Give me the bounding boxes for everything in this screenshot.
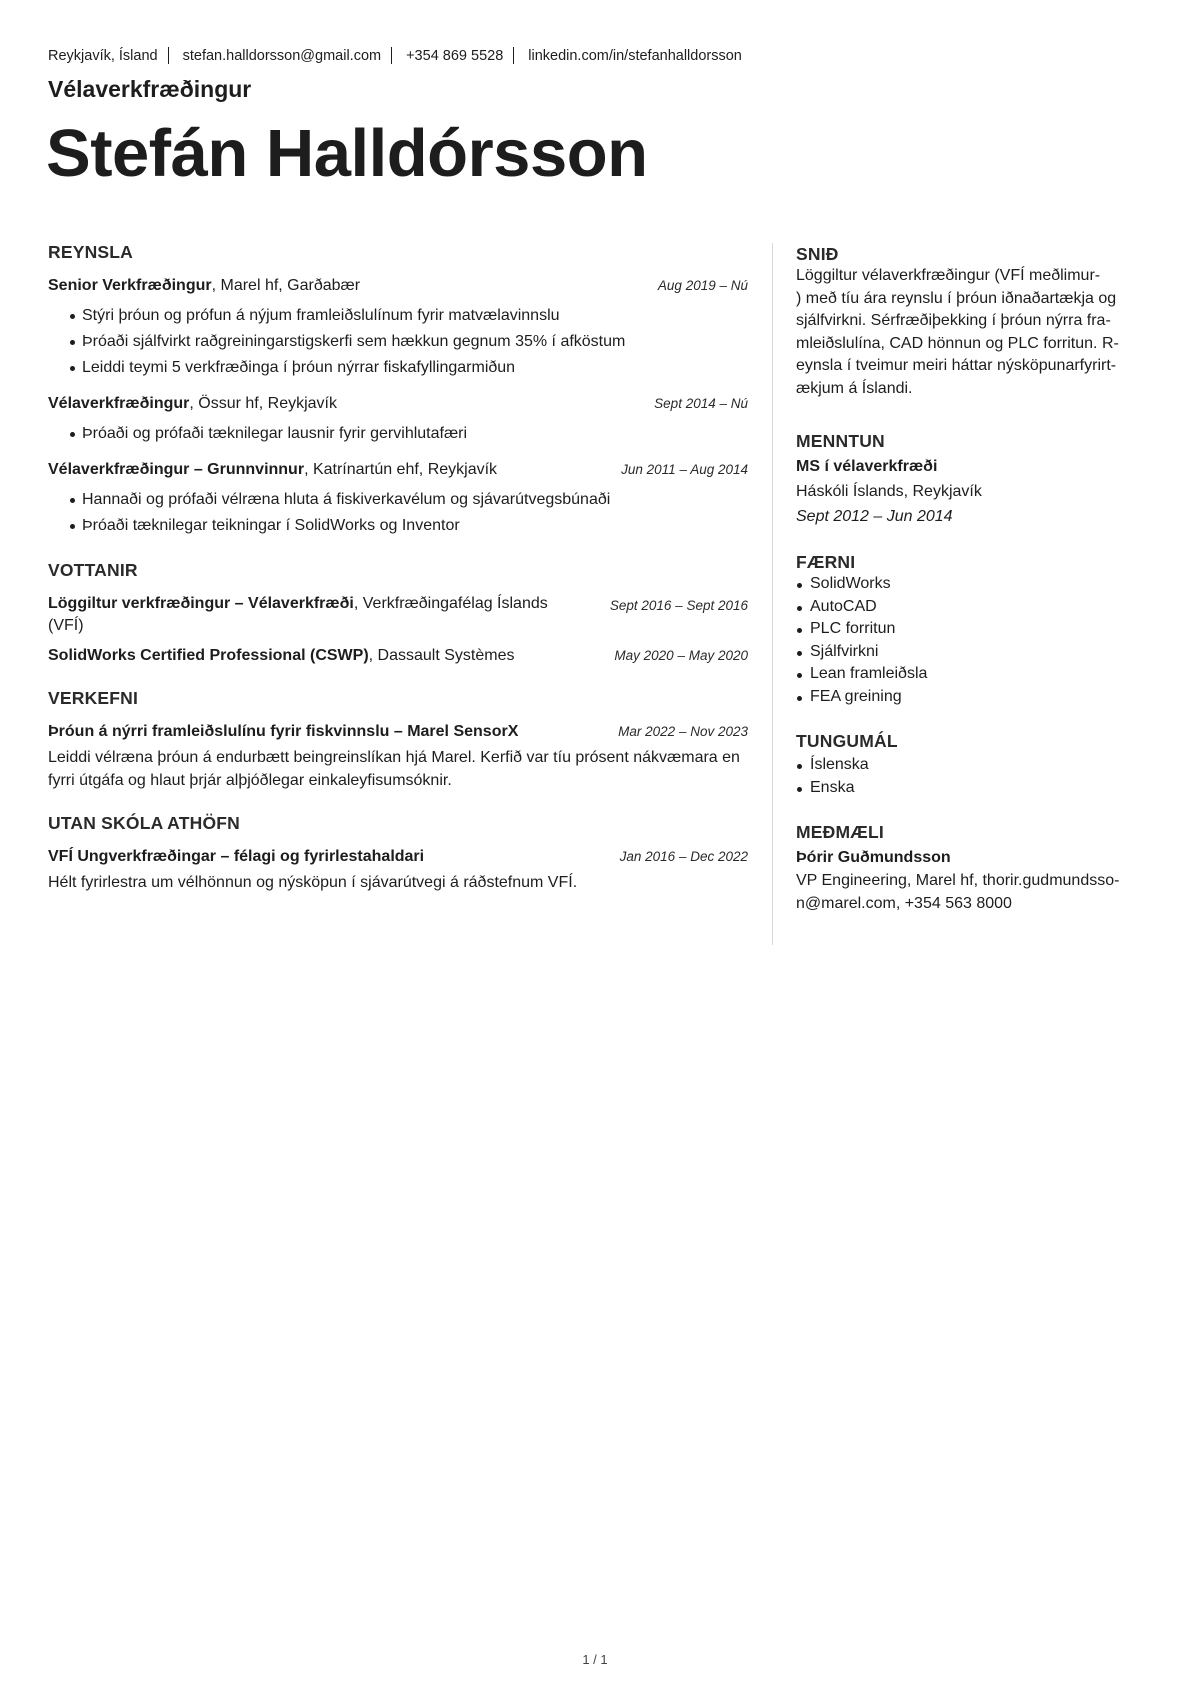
bullet-item: Leiddi teymi 5 verkfræðinga í þróun nýrrar fiskafyllingarmiðun [48, 355, 748, 381]
section-title: REYNSLA [48, 242, 134, 262]
sidebar-column [796, 243, 1151, 915]
entry-date: Sept 2014 – Nú [654, 396, 748, 411]
skill-item: AutoCAD [796, 596, 1151, 619]
section-title: VOTTANIR [48, 560, 138, 580]
bullet-item: Stýri þróun og prófun á nýjum framleiðslulínum fyrir matvælavinnslu [48, 303, 748, 329]
entry-bullets [48, 421, 748, 447]
contact-separator [513, 47, 514, 64]
section-title: VERKEFNI [48, 688, 139, 708]
bullet-item: Þróaði tæknilegar teikningar í SolidWorks og Inventor [48, 513, 748, 539]
entry-date: Sept 2016 – Sept 2016 [609, 598, 748, 613]
profile-line: Löggiltur vélaverkfræðingur (VFÍ meðlimur- [796, 267, 1101, 284]
contact-separator [391, 47, 392, 64]
entry-bullets [48, 303, 748, 381]
education-school: Háskóli Íslands, Reykjavík [796, 483, 982, 500]
reference-details: n@marel.com, +354 563 8000 [796, 894, 1012, 912]
entry-date: Jun 2011 – Aug 2014 [621, 462, 748, 477]
extracurricular-section [48, 812, 748, 894]
cert-name: Löggiltur verkfræðingur – Vélaverkfræði [48, 595, 354, 612]
contact-separator [168, 47, 169, 64]
education-section [796, 430, 1151, 529]
project-entry [48, 721, 748, 792]
project-name: Þróun á nýrri framleiðslulínu fyrir fiskvinnslu – Marel SensorX [48, 723, 519, 740]
language-item: Íslenska [796, 754, 1151, 777]
section-title: MENNTUN [796, 431, 885, 451]
entry-date: Aug 2019 – Nú [657, 278, 748, 293]
skills-section [796, 551, 1151, 708]
profile-line: mleiðslulína, CAD hönnun og PLC forritun. R- [796, 334, 1119, 352]
experience-section [48, 241, 748, 539]
entry-org: , Katrínartún ehf, Reykjavík [304, 461, 498, 478]
cert-name: SolidWorks Certified Professional (CSWP) [48, 647, 369, 664]
certifications-section [48, 559, 748, 667]
entry-date: Mar 2022 – Nov 2023 [618, 724, 748, 739]
skill-item: SolidWorks [796, 573, 1151, 596]
reference-details: VP Engineering, Marel hf, thorir.gudmundsso- [796, 872, 1120, 889]
skill-item: PLC forritun [796, 618, 1151, 641]
section-title: UTAN SKÓLA ATHÖFN [48, 813, 240, 833]
skill-item: FEA greining [796, 686, 1151, 709]
projects-section [48, 687, 748, 792]
profile-line: sjálfvirkni. Sérfræðiþekking í þróun nýrra fra- [796, 312, 1111, 329]
contact-phone[interactable]: +354 869 5528 [406, 47, 504, 64]
experience-entry [48, 459, 748, 539]
experience-entry [48, 275, 748, 381]
contact-email[interactable]: stefan.halldorsson@gmail.com [182, 47, 382, 64]
section-title: SNIÐ [796, 244, 839, 264]
education-degree: MS í vélaverkfræði [796, 458, 938, 475]
languages-section [796, 730, 1151, 799]
contact-linkedin[interactable]: linkedin.com/in/stefanhalldorsson [528, 47, 742, 64]
contact-line [48, 47, 742, 64]
candidate-name: Stefán Halldórsson [46, 116, 648, 191]
references-section [796, 821, 1151, 915]
languages-list [796, 754, 1151, 799]
entry-date: Jan 2016 – Dec 2022 [619, 849, 748, 864]
bullet-item: Þróaði sjálfvirkt raðgreiningarstigskerfi sem hækkun gegnum 35% í afköstum [48, 329, 748, 355]
activity-entry [48, 846, 748, 894]
section-title: TUNGUMÁL [796, 731, 898, 751]
skill-item: Lean framleiðsla [796, 663, 1151, 686]
experience-entry [48, 393, 748, 447]
skills-list [796, 573, 1151, 708]
page-number: 1 / 1 [582, 1652, 608, 1667]
main-column [48, 241, 748, 894]
language-item: Enska [796, 777, 1151, 800]
bullet-item: Þróaði og prófaði tæknilegar lausnir fyrir gervihlutafæri [48, 421, 748, 447]
entry-date: May 2020 – May 2020 [614, 648, 748, 663]
section-title: MEÐMÆLI [796, 822, 884, 842]
bullet-item: Hannaði og prófaði vélræna hluta á fiskiverkavélum og sjávarútvegsbúnaði [48, 487, 748, 513]
entry-org: , Marel hf, Garðabær [211, 277, 361, 294]
cert-issuer: , Verkfræðingafélag Íslands (VFÍ) [48, 595, 548, 634]
profile-section [796, 243, 1151, 400]
education-date: Sept 2012 – Jun 2014 [796, 508, 953, 525]
activity-name: VFÍ Ungverkfræðingar – félagi og fyrirlestahaldari [48, 848, 425, 865]
activity-description: Hélt fyrirlestra um vélhönnun og nýsköpun í sjávarútvegi á ráðstefnum VFÍ. [48, 874, 578, 891]
entry-role: Senior Verkfræðingur [48, 277, 212, 294]
profile-line: ækjum á Íslandi. [796, 379, 913, 397]
skill-item: Sjálfvirkni [796, 641, 1151, 664]
job-title: Vélaverkfræðingur [48, 76, 252, 102]
entry-role: Vélaverkfræðingur – Grunnvinnur [48, 461, 305, 478]
profile-line: eynsla í tveimur meiri háttar nýsköpunarfyrirt- [796, 357, 1117, 374]
entry-org: , Össur hf, Reykjavík [189, 395, 337, 412]
certification-entry [48, 593, 748, 637]
cert-issuer: , Dassault Systèmes [368, 647, 515, 664]
column-divider [772, 243, 773, 945]
section-title: FÆRNI [796, 552, 856, 572]
contact-location: Reykjavík, Ísland [48, 47, 158, 64]
reference-name: Þórir Guðmundsson [796, 849, 951, 866]
project-description: Leiddi vélræna þróun á endurbætt beingreinslíkan hjá Marel. Kerfið var tíu prósent nákvæmara en fyrri útgáfa og hlaut þrjár alþjóðlegar einkaleyfisumsóknir. [48, 749, 740, 789]
profile-line: ) með tíu ára reynslu í þróun iðnaðartækja og [796, 289, 1117, 307]
entry-role: Vélaverkfræðingur [48, 395, 190, 412]
entry-bullets [48, 487, 748, 539]
certification-entry [48, 645, 748, 667]
